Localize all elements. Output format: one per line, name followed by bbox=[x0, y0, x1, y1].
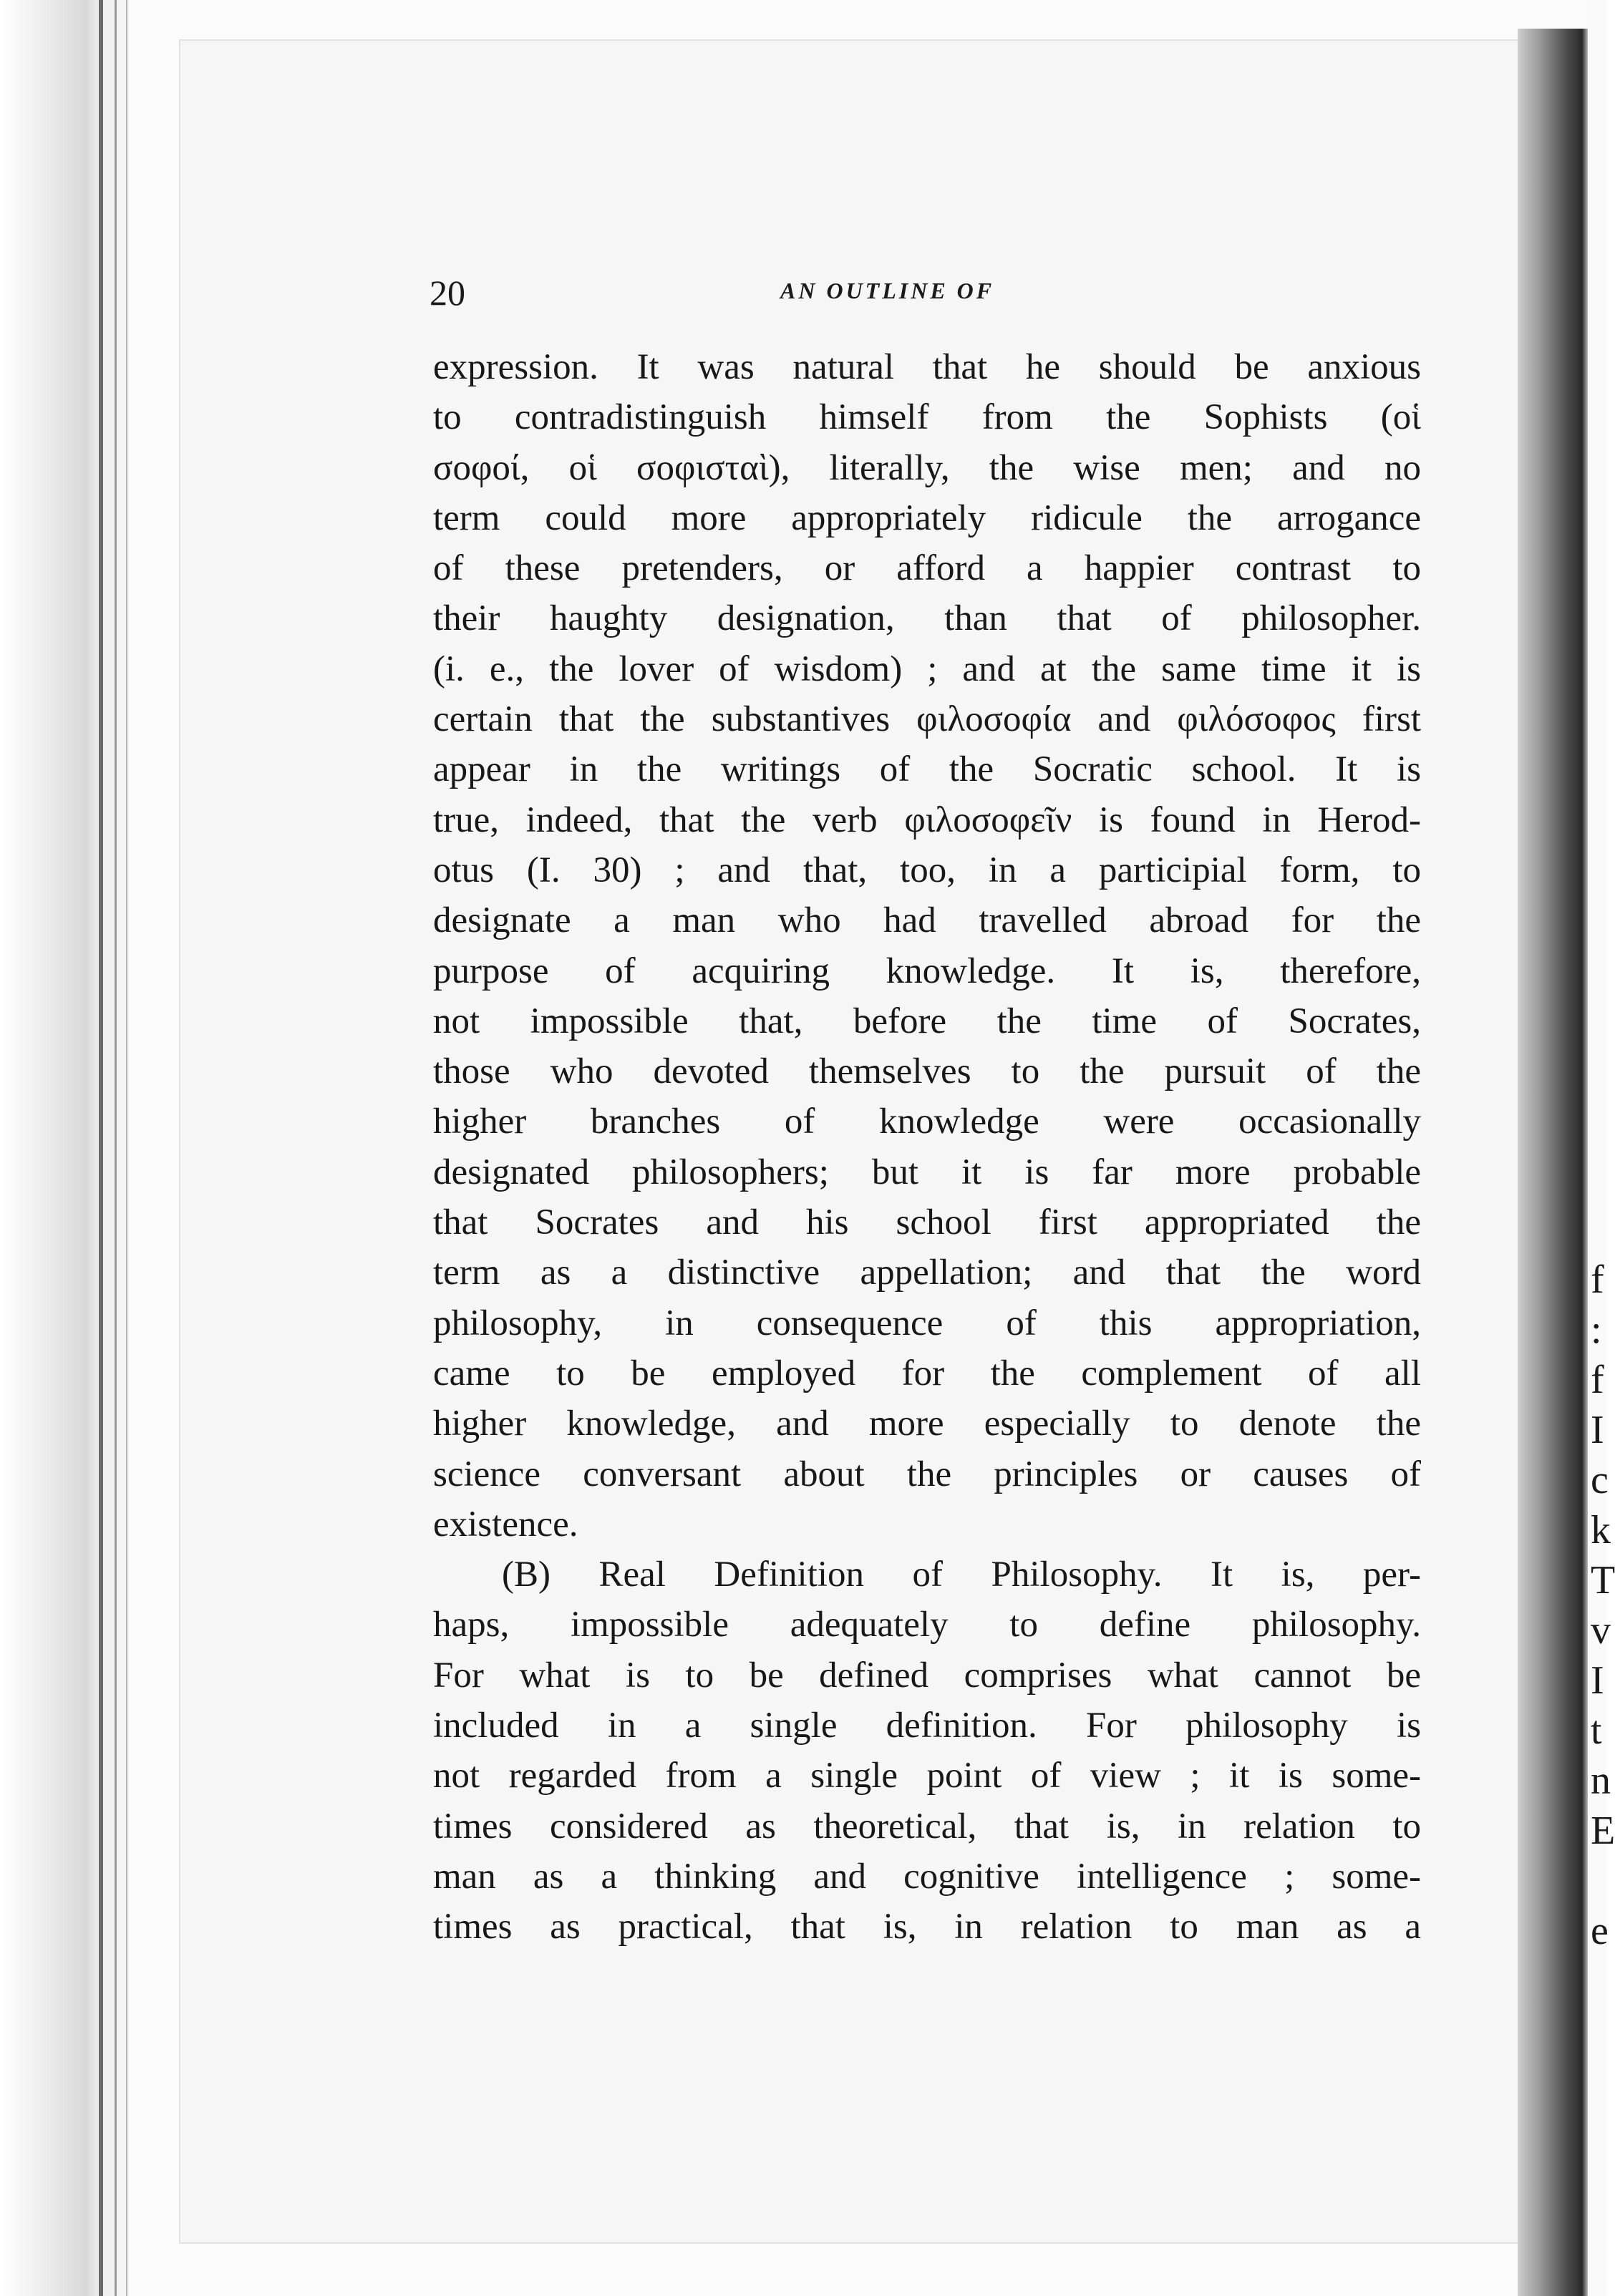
next-page-letter: e bbox=[1591, 1909, 1609, 1953]
next-page-letter: c bbox=[1591, 1458, 1609, 1502]
text-line: designated philosophers; but it is far more probable bbox=[433, 1152, 1421, 1192]
text-line: higher knowledge, and more especially to denote the bbox=[433, 1404, 1421, 1444]
next-page-letter: k bbox=[1591, 1508, 1611, 1552]
text-line: expression. It was natural that he should be anxious bbox=[433, 347, 1421, 387]
text-line: not impossible that, before the time of Socrates, bbox=[433, 1001, 1421, 1041]
text-line: those who devoted themselves to the pursuit of the bbox=[433, 1051, 1421, 1092]
next-page-fragment bbox=[1591, 0, 1615, 2296]
text-line: their haughty designation, than that of philosopher. bbox=[433, 598, 1421, 639]
page-edge-line bbox=[115, 0, 117, 2296]
text-line: that Socrates and his school first appropriated the bbox=[433, 1202, 1421, 1243]
next-page-letter: I bbox=[1591, 1408, 1604, 1452]
next-page-letter: : bbox=[1591, 1308, 1602, 1352]
text-line: purpose of acquiring knowledge. It is, therefore, bbox=[433, 950, 1421, 991]
text-line: term as a distinctive appellation; and that the word bbox=[433, 1252, 1421, 1293]
page-edge-line bbox=[126, 0, 127, 2296]
next-page-letter: v bbox=[1591, 1608, 1611, 1653]
section-heading-line: (B) Real Definition of Philosophy. It is, per- bbox=[502, 1555, 1421, 1595]
next-page-letter: T bbox=[1591, 1558, 1615, 1602]
text-line: not regarded from a single point of view ; it is some- bbox=[433, 1756, 1421, 1796]
text-line: existence. bbox=[433, 1504, 578, 1545]
next-page-letter: f bbox=[1591, 1258, 1604, 1302]
text-line: came to be employed for the complement of all bbox=[433, 1353, 1421, 1393]
body-text bbox=[433, 342, 1421, 1952]
running-header bbox=[430, 272, 1432, 322]
book-edge-left bbox=[0, 0, 129, 2296]
text-line: times as practical, that is, in relation to man as a bbox=[433, 1907, 1421, 1947]
text-line: times considered as theoretical, that is, in relation to bbox=[433, 1806, 1421, 1847]
next-page-letter: n bbox=[1591, 1759, 1611, 1803]
next-page-letter: f bbox=[1591, 1358, 1604, 1402]
next-page-letter: I bbox=[1591, 1658, 1604, 1703]
text-line: σοφοί, οἱ σοφισταὶ), literally, the wise men; and no bbox=[433, 447, 1421, 488]
page-edge-line bbox=[99, 0, 103, 2296]
text-line: certain that the substantives φιλοσοφία and φιλόσοφος first bbox=[433, 699, 1421, 740]
text-line: term could more appropriately ridicule the arrogance bbox=[433, 497, 1421, 538]
next-page-letter: t bbox=[1591, 1708, 1602, 1753]
text-line: of these pretenders, or afford a happier contrast to bbox=[433, 548, 1421, 589]
text-line: For what is to be defined comprises what cannot be bbox=[433, 1655, 1421, 1696]
text-line: science conversant about the principles or causes of bbox=[433, 1454, 1421, 1494]
next-page-letter: E bbox=[1591, 1809, 1615, 1853]
text-line: designate a man who had travelled abroad for the bbox=[433, 900, 1421, 941]
text-line: appear in the writings of the Socratic school. It is bbox=[433, 749, 1421, 790]
text-line: (i. e., the lover of wisdom) ; and at the same time it is bbox=[433, 648, 1421, 689]
text-line: higher branches of knowledge were occasionally bbox=[433, 1101, 1421, 1142]
text-line: philosophy, in consequence of this appropriation, bbox=[433, 1303, 1421, 1343]
text-line: otus (I. 30) ; and that, too, in a participial form, to bbox=[433, 850, 1421, 890]
text-line: haps, impossible adequately to define philosophy. bbox=[433, 1605, 1421, 1645]
text-line: to contradistinguish himself from the Sophists (οἱ bbox=[433, 397, 1421, 438]
text-line: true, indeed, that the verb φιλοσοφεῖν is found in Herod- bbox=[433, 799, 1421, 840]
running-head-title: AN OUTLINE OF bbox=[780, 278, 995, 303]
text-line: man as a thinking and cognitive intelligence ; some- bbox=[433, 1856, 1421, 1897]
text-line: included in a single definition. For philosophy is bbox=[433, 1706, 1421, 1746]
page-number: 20 bbox=[430, 273, 465, 313]
